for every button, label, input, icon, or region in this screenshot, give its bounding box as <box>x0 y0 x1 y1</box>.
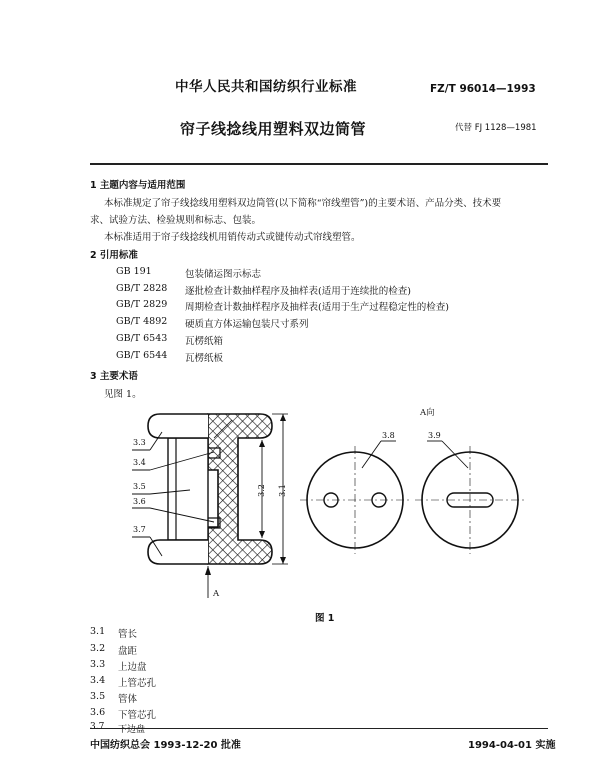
ref-title: 包装储运图示标志 <box>185 269 262 280</box>
term-name: 管体 <box>118 694 138 705</box>
section-1-paragraph-2: 本标准适用于帘子线捻线机用销传动式或键传动式帘线塑管。 <box>104 232 361 243</box>
ref-code: GB/T 6543 <box>116 333 168 344</box>
callout-3-8: 3.8 <box>382 431 395 440</box>
ref-code: GB/T 6544 <box>116 350 168 361</box>
term-number: 3.5 <box>90 691 106 702</box>
section-1-heading: 1 主题内容与适用范围 <box>90 180 186 191</box>
callout-3-9: 3.9 <box>428 431 441 440</box>
dimension-3-1-label: 3.1 <box>277 484 287 497</box>
term-number: 3.6 <box>90 707 106 718</box>
ref-title: 逐批检查计数抽样程序及抽样表(适用于连续批的检查) <box>185 286 411 297</box>
footer-divider <box>90 728 548 729</box>
term-number: 3.3 <box>90 659 106 670</box>
ref-title: 瓦楞纸箱 <box>185 336 224 347</box>
ref-code: GB/T 4892 <box>116 316 168 327</box>
ref-code: GB/T 2828 <box>116 283 168 294</box>
ref-code: GB 191 <box>116 266 152 277</box>
term-name: 下管芯孔 <box>118 710 157 721</box>
view-arrow-label: A <box>213 589 220 599</box>
standard-code: FZ/T 96014—1993 <box>430 83 536 95</box>
ref-title: 周期检查计数抽样程序及抽样表(适用于生产过程稳定性的检查) <box>185 302 449 313</box>
ref-code: GB/T 2829 <box>116 299 168 310</box>
view-a-label: A向 <box>420 408 435 418</box>
callout-3-6: 3.6 <box>133 497 146 506</box>
term-name: 下边盘 <box>118 725 146 735</box>
section-1-paragraph-1b: 求、试验方法、检验规则和标志、包装。 <box>90 215 262 226</box>
approval-line: 中国纺织总会 1993-12-20 批准 <box>90 740 241 751</box>
ref-title: 硬质直方体运输包装尺寸系列 <box>185 319 309 330</box>
tube-body-outline <box>168 438 208 540</box>
replaces-standard: 代替 FJ 1128—1981 <box>455 123 537 133</box>
callout-3-3: 3.3 <box>133 438 146 447</box>
term-name: 上管芯孔 <box>118 678 157 689</box>
section-3-heading: 3 主要术语 <box>90 371 138 382</box>
implementation-date: 1994-04-01 实施 <box>468 740 556 751</box>
term-name: 盘距 <box>118 646 138 657</box>
issuing-organization: 中华人民共和国纺织行业标准 <box>175 79 357 95</box>
term-name: 上边盘 <box>118 662 147 673</box>
term-name: 管长 <box>118 629 138 640</box>
dimension-3-2-label: 3.2 <box>256 484 266 497</box>
lower-flange <box>148 540 208 564</box>
figure-caption: 图 1 <box>315 613 335 624</box>
term-number: 3.4 <box>90 675 106 686</box>
term-number: 3.7 <box>90 722 105 732</box>
upper-flange <box>148 414 208 438</box>
ref-title: 瓦楞纸板 <box>185 353 224 364</box>
callout-3-7: 3.7 <box>133 525 146 534</box>
term-number: 3.1 <box>90 626 106 637</box>
section-1-paragraph-1a: 本标准规定了帘子线捻线用塑料双边筒管(以下简称“帘线塑管”)的主要术语、产品分类、技术要 <box>104 198 502 209</box>
term-number: 3.2 <box>90 643 106 654</box>
document-title: 帘子线捻线用塑料双边筒管 <box>180 120 367 138</box>
section-2-heading: 2 引用标准 <box>90 250 138 261</box>
view-arrow <box>205 566 211 575</box>
callout-3-4: 3.4 <box>133 458 146 467</box>
section-3-see-figure: 见图 1。 <box>104 389 142 400</box>
callout-3-5: 3.5 <box>133 482 146 491</box>
